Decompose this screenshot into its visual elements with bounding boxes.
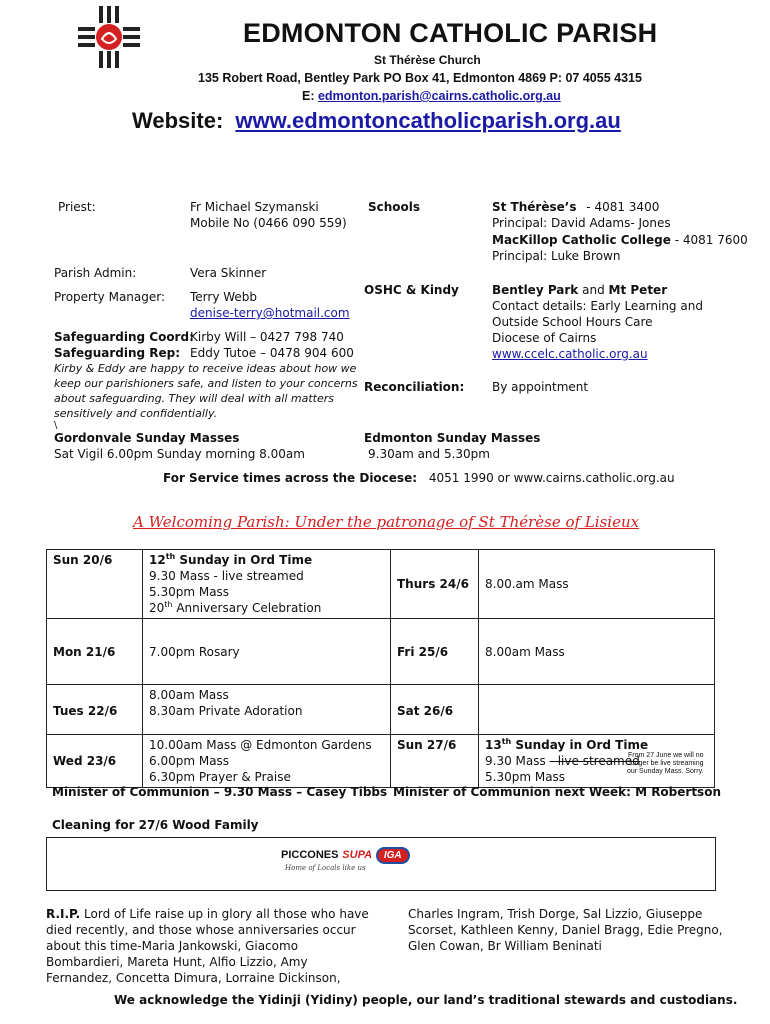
rip-line-5: Fernandez, Concetta Dimura, Lorraine Dickinson,	[46, 971, 341, 985]
event-line: 13th Sunday in Ord Time	[485, 737, 649, 752]
rip-line-4: Bombardieri, Mareta Hunt, Alfio Lizzio, Amy	[46, 955, 308, 969]
struck-livestream: - live streamed	[549, 754, 640, 768]
day-cell	[391, 619, 479, 685]
school1-principal: Principal: David Adams- Jones	[492, 216, 671, 230]
gordonvale-title: Gordonvale Sunday Masses	[54, 431, 240, 445]
acknowledgement: We acknowledge the Yidinji (Yidiny) people, our land’s traditional stewards and custodians.	[114, 993, 738, 1007]
event-line: 6.30pm Prayer & Praise	[149, 770, 291, 784]
day-label: Sat 26/6	[397, 704, 454, 718]
property-manager-email[interactable]: denise-terry@hotmail.com	[190, 306, 350, 320]
priest-name: Fr Michael Szymanski	[190, 200, 319, 214]
safeguarding-note-4: sensitively and confidentially.	[54, 407, 218, 420]
rip-label: R.I.P.	[46, 907, 81, 921]
events-cell	[143, 619, 391, 685]
sponsor-tagline: Home of Locals like us	[285, 864, 366, 872]
day-cell	[47, 685, 143, 735]
safeguarding-rep: Eddy Tutoe – 0478 904 600	[190, 346, 354, 360]
day-cell	[391, 550, 479, 619]
day-cell	[47, 550, 143, 619]
safeguarding-note-2: keep our parishioners safe, and listen to your concerns	[54, 377, 358, 390]
events-cell	[479, 619, 715, 685]
events-cell	[479, 550, 715, 619]
rip-line-8: Glen Cowan, Br William Beninati	[408, 939, 602, 953]
livestream-note: From 27 June we will no longer be live streaming our Sunday Mass. Sorry.	[627, 752, 704, 775]
safeguarding-coord-label: Safeguarding Coord:	[54, 330, 194, 344]
rip-line-3: about this time-Maria Jankowski, Giacomo	[46, 939, 299, 953]
email-line	[302, 89, 561, 103]
day-cell	[391, 735, 479, 788]
day-label: Tues 22/6	[53, 704, 118, 718]
schedule-row	[47, 619, 715, 685]
events-cell	[479, 735, 715, 788]
gordonvale-times: Sat Vigil 6.00pm Sunday morning 8.00am	[54, 447, 305, 461]
email-label: E:	[302, 89, 315, 103]
day-label: Sun 27/6	[397, 738, 457, 752]
reconciliation-label: Reconciliation:	[364, 380, 465, 394]
service-label: For Service times across the Diocese:	[163, 471, 418, 485]
event-line: 9.30 Mass - live streamed	[149, 569, 304, 583]
event-line: 9.30 Mass - live streamed	[485, 754, 640, 768]
school1-phone: - 4081 3400	[586, 200, 660, 214]
oshc-mtpeter: Mt Peter	[608, 283, 668, 297]
website-link[interactable]: www.edmontoncatholicparish.org.au	[235, 108, 621, 133]
rip-line-6: Charles Ingram, Trish Dorge, Sal Lizzio, Giuseppe	[408, 907, 703, 921]
parish-logo	[78, 6, 140, 68]
welcoming-parish-banner: A Welcoming Parish: Under the patronage of St Thérèse of Lisieux	[133, 513, 640, 531]
oshc-link[interactable]: www.ccelc.catholic.org.au	[492, 347, 648, 361]
day-cell	[391, 685, 479, 735]
website-line	[132, 108, 621, 134]
rip-line-7: Scorset, Kathleen Kenny, Daniel Bragg, Edie Pregno,	[408, 923, 723, 937]
event-line: 10.00am Mass @ Edmonton Gardens	[149, 738, 372, 752]
events-cell	[143, 735, 391, 788]
service-value: 4051 1990 or www.cairns.catholic.org.au	[428, 471, 675, 485]
day-cell	[47, 619, 143, 685]
priest-mobile: Mobile No (0466 090 559)	[190, 216, 347, 230]
priest-label: Priest:	[58, 200, 96, 214]
sponsor-supa: SUPA	[342, 849, 373, 861]
sponsor-name: PICCONES	[281, 849, 339, 861]
day-label: Thurs 24/6	[397, 577, 469, 591]
event-line: 12th Sunday in Ord Time	[149, 552, 313, 567]
schedule-row	[47, 685, 715, 735]
safeguarding-note-3: about safeguarding. They will deal with all matters	[54, 392, 335, 405]
oshc-label: OSHC & Kindy	[364, 283, 459, 297]
weekly-schedule-table	[46, 549, 715, 788]
events-cell	[479, 685, 715, 735]
rip-line-2: died recently, and those whose anniversaries occur	[46, 923, 356, 937]
day-cell	[47, 735, 143, 788]
event-line: 7.00pm Rosary	[149, 644, 240, 659]
oshc-line1	[492, 282, 667, 298]
sponsor-logo	[281, 847, 410, 881]
event-line: 8.00.am Mass	[485, 577, 569, 591]
email-link[interactable]: edmonton.parish@cairns.catholic.org.au	[317, 89, 561, 103]
parish-address: 135 Robert Road, Bentley Park PO Box 41, Edmonton 4869 P: 07 4055 4315	[198, 71, 642, 85]
school1-line	[492, 199, 659, 215]
oshc-and: and	[582, 283, 605, 297]
diocese-service-line	[163, 470, 675, 486]
day-label: Sun 20/6	[53, 553, 113, 567]
oshc-bentley: Bentley Park	[492, 283, 579, 297]
church-name: St Thérèse Church	[374, 53, 481, 67]
safeguarding-rep-label: Safeguarding Rep:	[54, 346, 181, 360]
event-line: 8.30am Private Adoration	[149, 704, 303, 718]
edmonton-masses-times: 9.30am and 5.30pm	[368, 447, 490, 461]
parish-title: EDMONTON CATHOLIC PARISH	[243, 18, 658, 48]
oshc-line4: Diocese of Cairns	[492, 331, 597, 345]
event-line: 8.00am Mass	[485, 644, 565, 659]
rip-line-1: R.I.P. Lord of Life raise up in glory all those who have	[46, 907, 369, 921]
day-label: Mon 21/6	[53, 644, 116, 659]
edmonton-masses-title: Edmonton Sunday Masses	[364, 431, 541, 445]
admin-name: Vera Skinner	[190, 266, 267, 280]
minister-next-week: Minister of Communion next Week: M Robertson	[393, 785, 721, 799]
school2-name: MacKillop Catholic College	[492, 233, 671, 247]
iga-badge-icon: IGA	[376, 847, 410, 864]
events-cell	[143, 550, 391, 619]
event-line: 8.00am Mass	[149, 688, 229, 702]
safeguarding-note-1: Kirby & Eddy are happy to receive ideas about how we	[54, 362, 357, 375]
event-line: 5.30pm Mass	[149, 585, 230, 599]
event-line: 20th Anniversary Celebration	[149, 600, 322, 615]
day-label: Fri 25/6	[397, 644, 449, 659]
website-label: Website:	[132, 108, 224, 133]
school2-phone: - 4081 7600	[674, 233, 748, 247]
event-line: 5.30pm Mass	[485, 770, 566, 784]
zia-sun-rose-icon	[78, 6, 140, 68]
schools-label: Schools	[368, 200, 421, 214]
school2-principal: Principal: Luke Brown	[492, 249, 621, 263]
school2-line	[492, 232, 748, 248]
sponsor-box	[46, 837, 716, 891]
reconciliation-value: By appointment	[492, 380, 589, 394]
property-manager-label: Property Manager:	[54, 290, 166, 304]
admin-label: Parish Admin:	[54, 266, 137, 280]
events-cell	[143, 685, 391, 735]
day-label: Wed 23/6	[53, 754, 117, 768]
oshc-line2: Contact details: Early Learning and	[492, 299, 703, 313]
oshc-line3: Outside School Hours Care	[492, 315, 653, 329]
school1-name: St Thérèse’s	[492, 200, 577, 214]
property-manager-name: Terry Webb	[190, 290, 258, 304]
cleaning-roster: Cleaning for 27/6 Wood Family	[52, 818, 259, 832]
minister-this-week: Minister of Communion – 9.30 Mass – Casey Tibbs	[52, 785, 388, 799]
event-line: 6.00pm Mass	[149, 754, 230, 768]
schedule-row	[47, 550, 715, 619]
schedule-row	[47, 735, 715, 788]
safeguarding-coord: Kirby Will – 0427 798 740	[190, 330, 344, 344]
stray-backslash: \	[54, 420, 58, 431]
